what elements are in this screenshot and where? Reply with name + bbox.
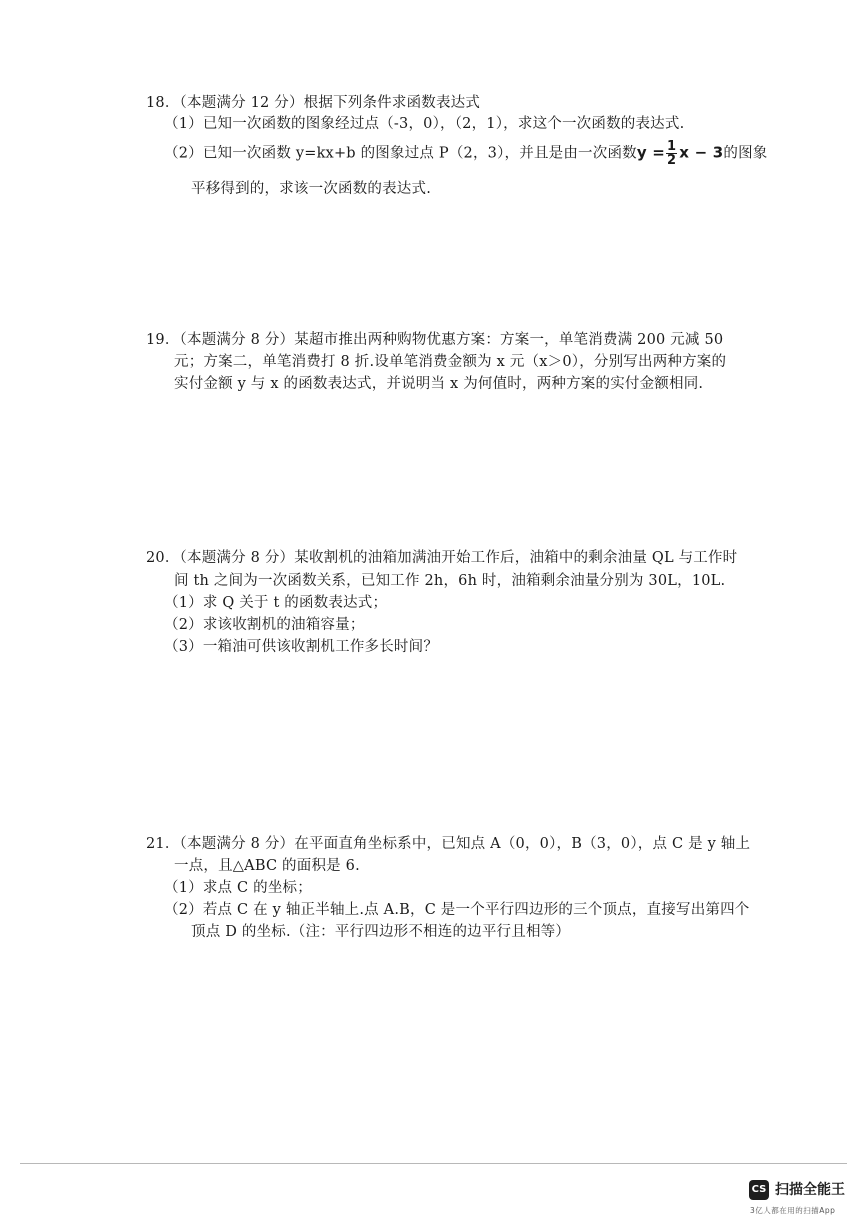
q21-part1: （1）求点 C 的坐标； xyxy=(164,880,312,896)
q21-line2: 一点，且△ABC 的面积是 6. xyxy=(174,858,360,874)
camscanner-tagline: 3亿人都在用的扫描App xyxy=(750,1206,836,1215)
q18-equation-lhs: y = xyxy=(636,143,666,162)
q19-line1: 19．（本题满分 8 分）某超市推出两种购物优惠方案：方案一，单笔消费满 200 元减 50 xyxy=(146,332,724,348)
q20-part2: （2）求该收割机的油箱容量； xyxy=(164,617,365,633)
q21-line1: 21．（本题满分 8 分）在平面直角坐标系中，已知点 A（0，0），B（3，0），点 C 是 y 轴上 xyxy=(146,836,751,852)
q18-fraction xyxy=(666,140,677,167)
q18-part2-text-end: 的图象 xyxy=(723,145,768,162)
q20-line1: 20．（本题满分 8 分）某收割机的油箱加满油开始工作后，油箱中的剩余油量 QL 与工作时 xyxy=(146,550,738,566)
q21-part2: （2）若点 C 在 y 轴正半轴上.点 A.B，C 是一个平行四边形的三个顶点，直接写出第四个 xyxy=(164,902,750,918)
camscanner-app-name: 扫描全能王 xyxy=(775,1182,845,1198)
q20-part1: （1）求 Q 关于 t 的函数表达式； xyxy=(164,595,388,611)
q18-part2-continued: 平移得到的，求该一次函数的表达式. xyxy=(191,181,432,197)
q19-line2: 元；方案二，单笔消费打 8 折.设单笔消费金额为 x 元（x＞0），分别写出两种方案的 xyxy=(174,354,727,370)
q18-equation-rhs: x − 3 xyxy=(679,143,724,162)
q20-part3: （3）一箱油可供该收割机工作多长时间？ xyxy=(164,639,439,655)
q18-part2-text: （2）已知一次函数 y=kx+b 的图象过点 P（2，3），并且是由一次函数 xyxy=(164,145,637,162)
q18-part2 xyxy=(164,140,768,167)
camscanner-logo-icon: CS xyxy=(749,1180,769,1200)
q20-line2: 间 th 之间为一次函数关系，已知工作 2h，6h 时，油箱剩余油量分别为 30L，10L. xyxy=(174,573,726,589)
footer-divider xyxy=(20,1163,847,1164)
q19-line3: 实付金额 y 与 x 的函数表达式，并说明当 x 为何值时，两种方案的实付金额相同. xyxy=(174,376,704,392)
q21-part2-continued: 顶点 D 的坐标.（注：平行四边形不相连的边平行且相等） xyxy=(191,924,571,940)
q18-fraction-numerator: 1 xyxy=(667,139,677,154)
q18-part1: （1）已知一次函数的图象经过点（-3，0），（2，1），求这个一次函数的表达式. xyxy=(164,116,685,132)
q18-heading: 18．（本题满分 12 分）根据下列条件求函数表达式 xyxy=(146,95,481,111)
q18-fraction-denominator: 2 xyxy=(667,153,677,168)
